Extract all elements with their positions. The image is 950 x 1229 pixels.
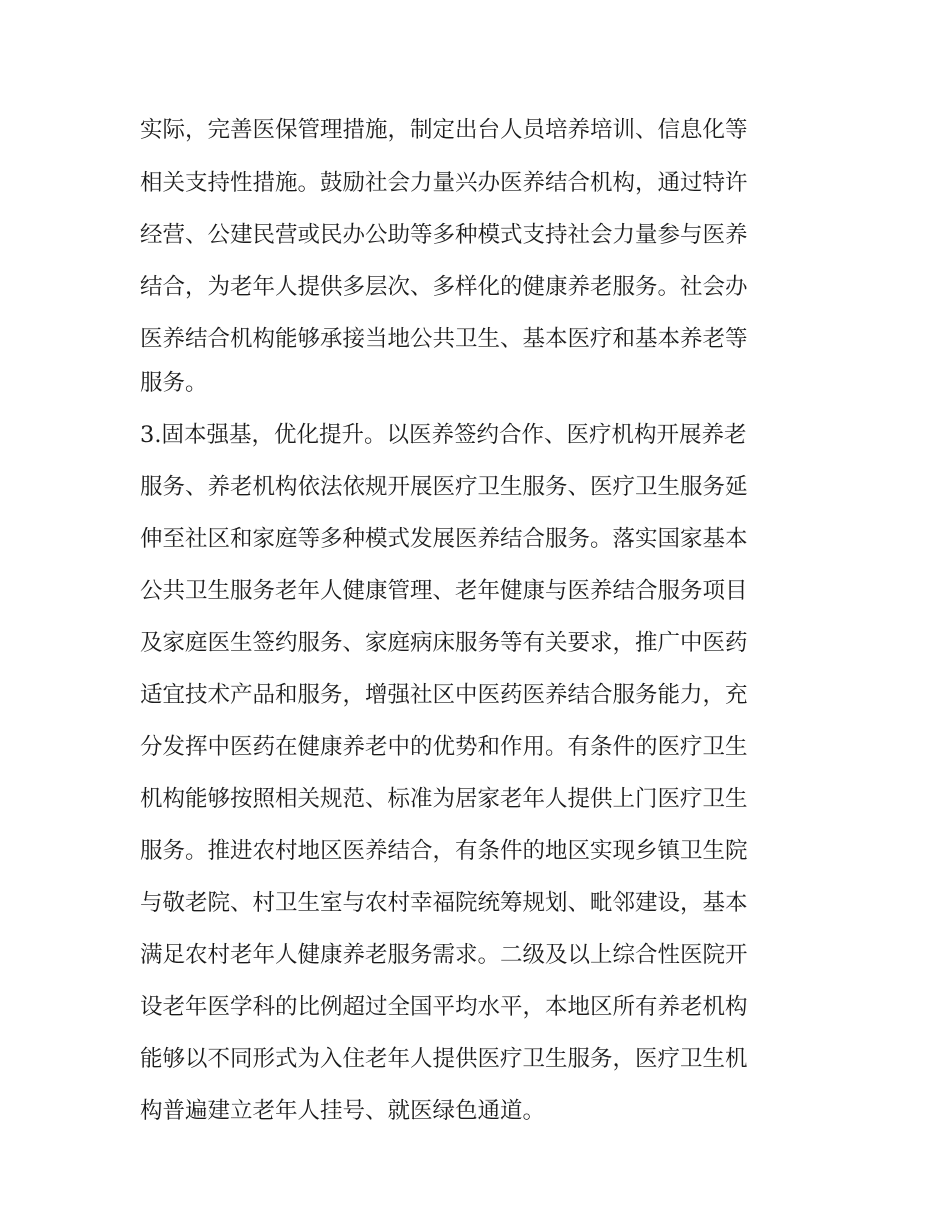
paragraph-1-line-1: 实际，完善医保管理措施，制定出台人员培养培训、信息化等 [140, 117, 748, 143]
paragraph-2-line-3: 伸至社区和家庭等多种模式发展医养结合服务。落实国家基本 [140, 526, 748, 552]
paragraph-2-line-14: 构普遍建立老年人挂号、就医绿色通道。 [140, 1098, 546, 1124]
paragraph-2-line-12: 设老年医学科的比例超过全国平均水平，本地区所有养老机构 [140, 994, 748, 1020]
paragraph-1-line-2: 相关支持性措施。鼓励社会力量兴办医养结合机构，通过特许 [140, 170, 748, 196]
paragraph-1-line-6: 服务。 [140, 370, 208, 396]
paragraph-2-line-11: 满足农村老年人健康养老服务需求。二级及以上综合性医院开 [140, 942, 748, 968]
paragraph-1-line-3: 经营、公建民营或民办公助等多种模式支持社会力量参与医养 [140, 222, 748, 248]
paragraph-1-line-5: 医养结合机构能够承接当地公共卫生、基本医疗和基本养老等 [140, 326, 748, 352]
paragraph-2-line-6: 适宜技术产品和服务，增强社区中医药医养结合服务能力，充 [140, 682, 748, 708]
paragraph-2-line-8: 机构能够按照相关规范、标准为居家老年人提供上门医疗卫生 [140, 786, 748, 812]
paragraph-2-line-4: 公共卫生服务老年人健康管理、老年健康与医养结合服务项目 [140, 578, 748, 604]
paragraph-2-line-7: 分发挥中医药在健康养老中的优势和作用。有条件的医疗卫生 [140, 734, 748, 760]
paragraph-2-line-10: 与敬老院、村卫生室与农村幸福院统筹规划、毗邻建设，基本 [140, 890, 748, 916]
paragraph-2-line-9: 服务。推进农村地区医养结合，有条件的地区实现乡镇卫生院 [140, 838, 748, 864]
paragraph-2-line-13: 能够以不同形式为入住老年人提供医疗卫生服务，医疗卫生机 [140, 1046, 748, 1072]
paragraph-2-line-1: 3.固本强基，优化提升。以医养签约合作、医疗机构开展养老 [140, 422, 747, 448]
paragraph-2-line-2: 服务、养老机构依法依规开展医疗卫生服务、医疗卫生服务延 [140, 474, 748, 500]
paragraph-2-line-5: 及家庭医生签约服务、家庭病床服务等有关要求，推广中医药 [140, 630, 748, 656]
paragraph-1-line-4: 结合，为老年人提供多层次、多样化的健康养老服务。社会办 [140, 274, 748, 300]
